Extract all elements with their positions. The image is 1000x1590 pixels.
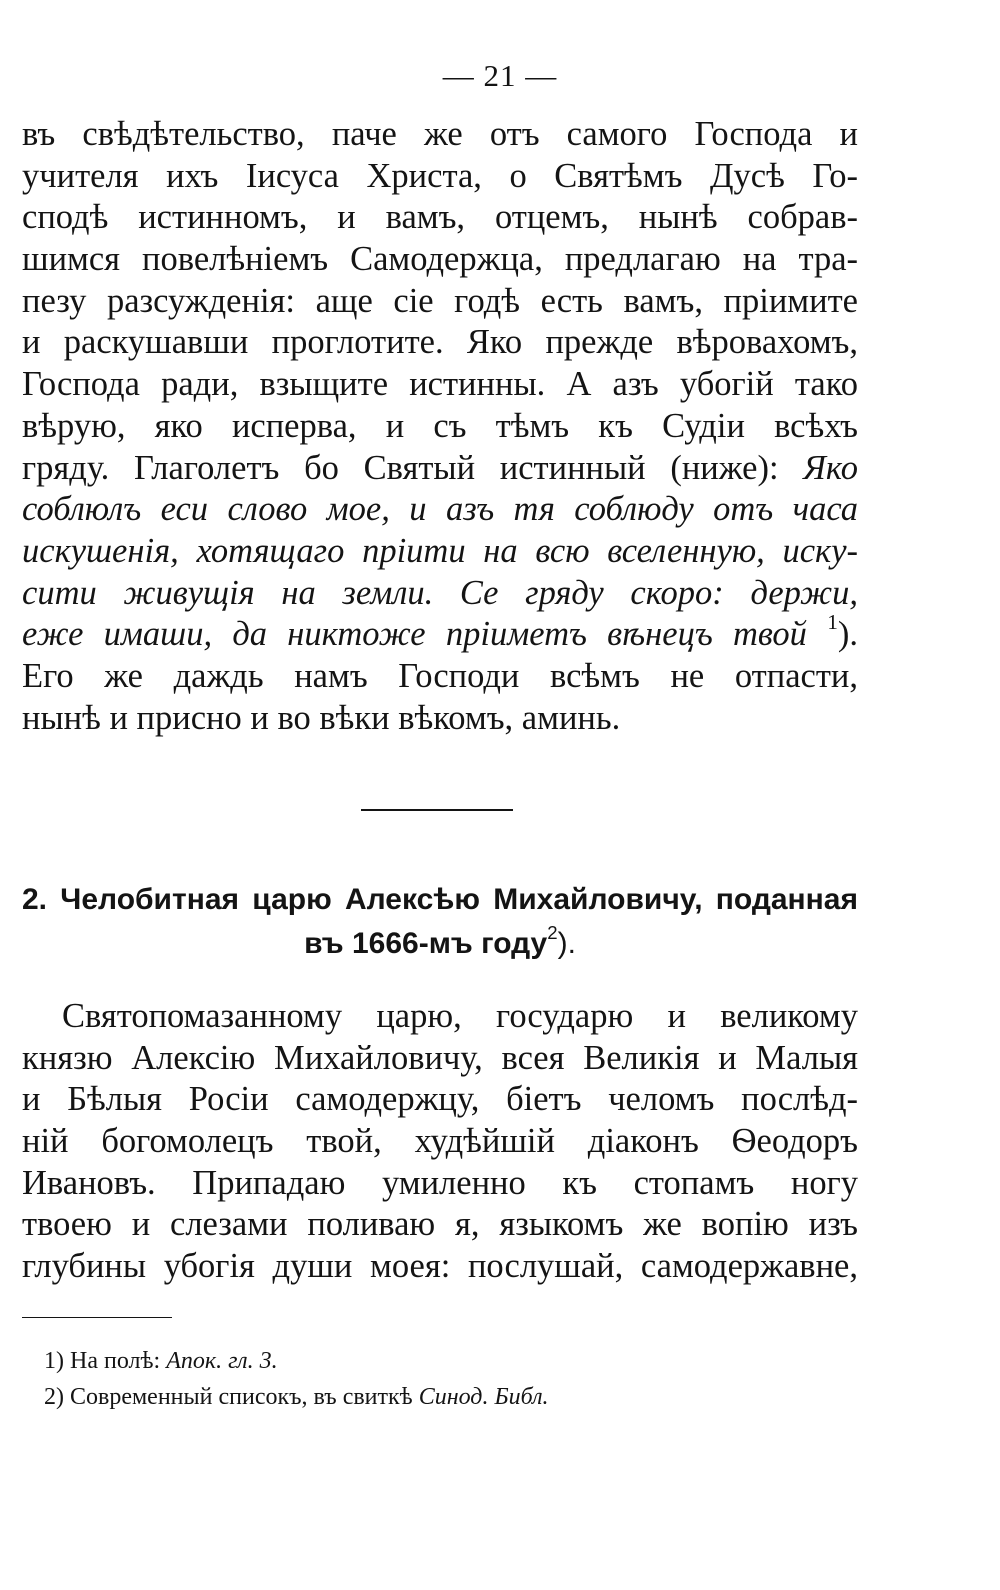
text-line: пезу разсужденія: аще сіе годѣ есть вамъ, пріимите <box>22 281 858 320</box>
footnote-text: На полѣ: <box>70 1348 161 1374</box>
text-line: и Бѣлыя Росіи самодержцу, біетъ челомъ послѣд- <box>22 1080 858 1119</box>
text-line: нынѣ и присно и во вѣки вѣкомъ, аминь. <box>22 698 621 737</box>
text-run: ). <box>837 615 859 654</box>
heading-text: въ 1666-мъ году <box>304 927 548 960</box>
text-line: Ивановъ. Припадаю умиленно къ стопамъ ногу <box>22 1163 858 1202</box>
quote-line: искушенія, хотящаго пріити на всю вселенную, иску- <box>22 531 858 570</box>
text-line: Господа ради, взыщите истинны. А азъ убогій тако <box>22 365 858 404</box>
heading-line <box>22 922 858 966</box>
text-line <box>22 448 858 490</box>
footnotes <box>44 1343 549 1415</box>
heading-text: ). <box>557 927 576 960</box>
text-run: гряду. Глаголетъ бо Святый истинный (ниже): <box>22 448 779 487</box>
section-heading <box>22 878 858 966</box>
footnote-ref: 2 <box>547 922 558 944</box>
text-line: глубины убогія души моея: послушай, самодержавне, <box>22 1247 858 1286</box>
text-line: Его же даждь намъ Господи всѣмъ не отпасти, <box>22 656 858 695</box>
section-divider <box>361 809 513 811</box>
footnote-source: Синод. Библ. <box>418 1384 549 1410</box>
footnote-rule <box>22 1317 172 1318</box>
text-line: Святопомазанному царю, государю и великому <box>62 997 858 1035</box>
footnote-source: Апок. гл. 3. <box>166 1348 278 1374</box>
footnote <box>44 1379 549 1415</box>
paragraph-2 <box>22 996 858 1288</box>
page-number: — 21 — <box>442 58 558 93</box>
paragraph-1 <box>22 114 858 739</box>
text-line: учителя ихъ Іисуса Христа, о Святѣмъ Дусѣ Го- <box>22 156 858 195</box>
footnote-ref: 1 <box>827 610 838 635</box>
text-line <box>22 610 859 656</box>
footnote-mark: 1) <box>44 1348 64 1374</box>
text-line: твоею и слезами поливаю я, языкомъ же вопію изъ <box>22 1205 858 1244</box>
footnote-mark: 2) <box>44 1384 64 1410</box>
text-line: и раскушавши проглотите. Яко прежде вѣровахомъ, <box>22 323 858 362</box>
text-line: сподѣ истинномъ, и вамъ, отцемъ, нынѣ собрав- <box>22 198 858 237</box>
quote-text: еже имаши, да никтоже пріиметъ вѣнецъ твой <box>22 615 807 654</box>
text-line: ній богомолецъ твой, худѣйшій діаконъ Ѳеодоръ <box>22 1122 858 1161</box>
text-line: въ свѣдѣтельство, паче же отъ самого Господа и <box>22 115 858 153</box>
text-line: князю Алексію Михайловичу, всея Великія и Малыя <box>22 1038 858 1077</box>
quote-line: сити живущія на земли. Се гряду скоро: держи, <box>22 573 858 612</box>
text-line: вѣрую, яко исперва, и съ тѣмъ къ Судіи всѣхъ <box>22 406 858 445</box>
heading-line: 2. Челобитная царю Алексѣю Михайловичу, поданная <box>22 883 858 916</box>
quote-line: соблюлъ еси слово мое, и азъ тя соблюду отъ часа <box>22 490 858 529</box>
text-line: шимся повелѣніемъ Самодержца, предлагаю на тра- <box>22 240 858 279</box>
quote-text: Яко <box>803 448 858 487</box>
footnote <box>44 1343 549 1379</box>
footnote-text: Современный списокъ, въ свиткѣ <box>70 1384 413 1410</box>
